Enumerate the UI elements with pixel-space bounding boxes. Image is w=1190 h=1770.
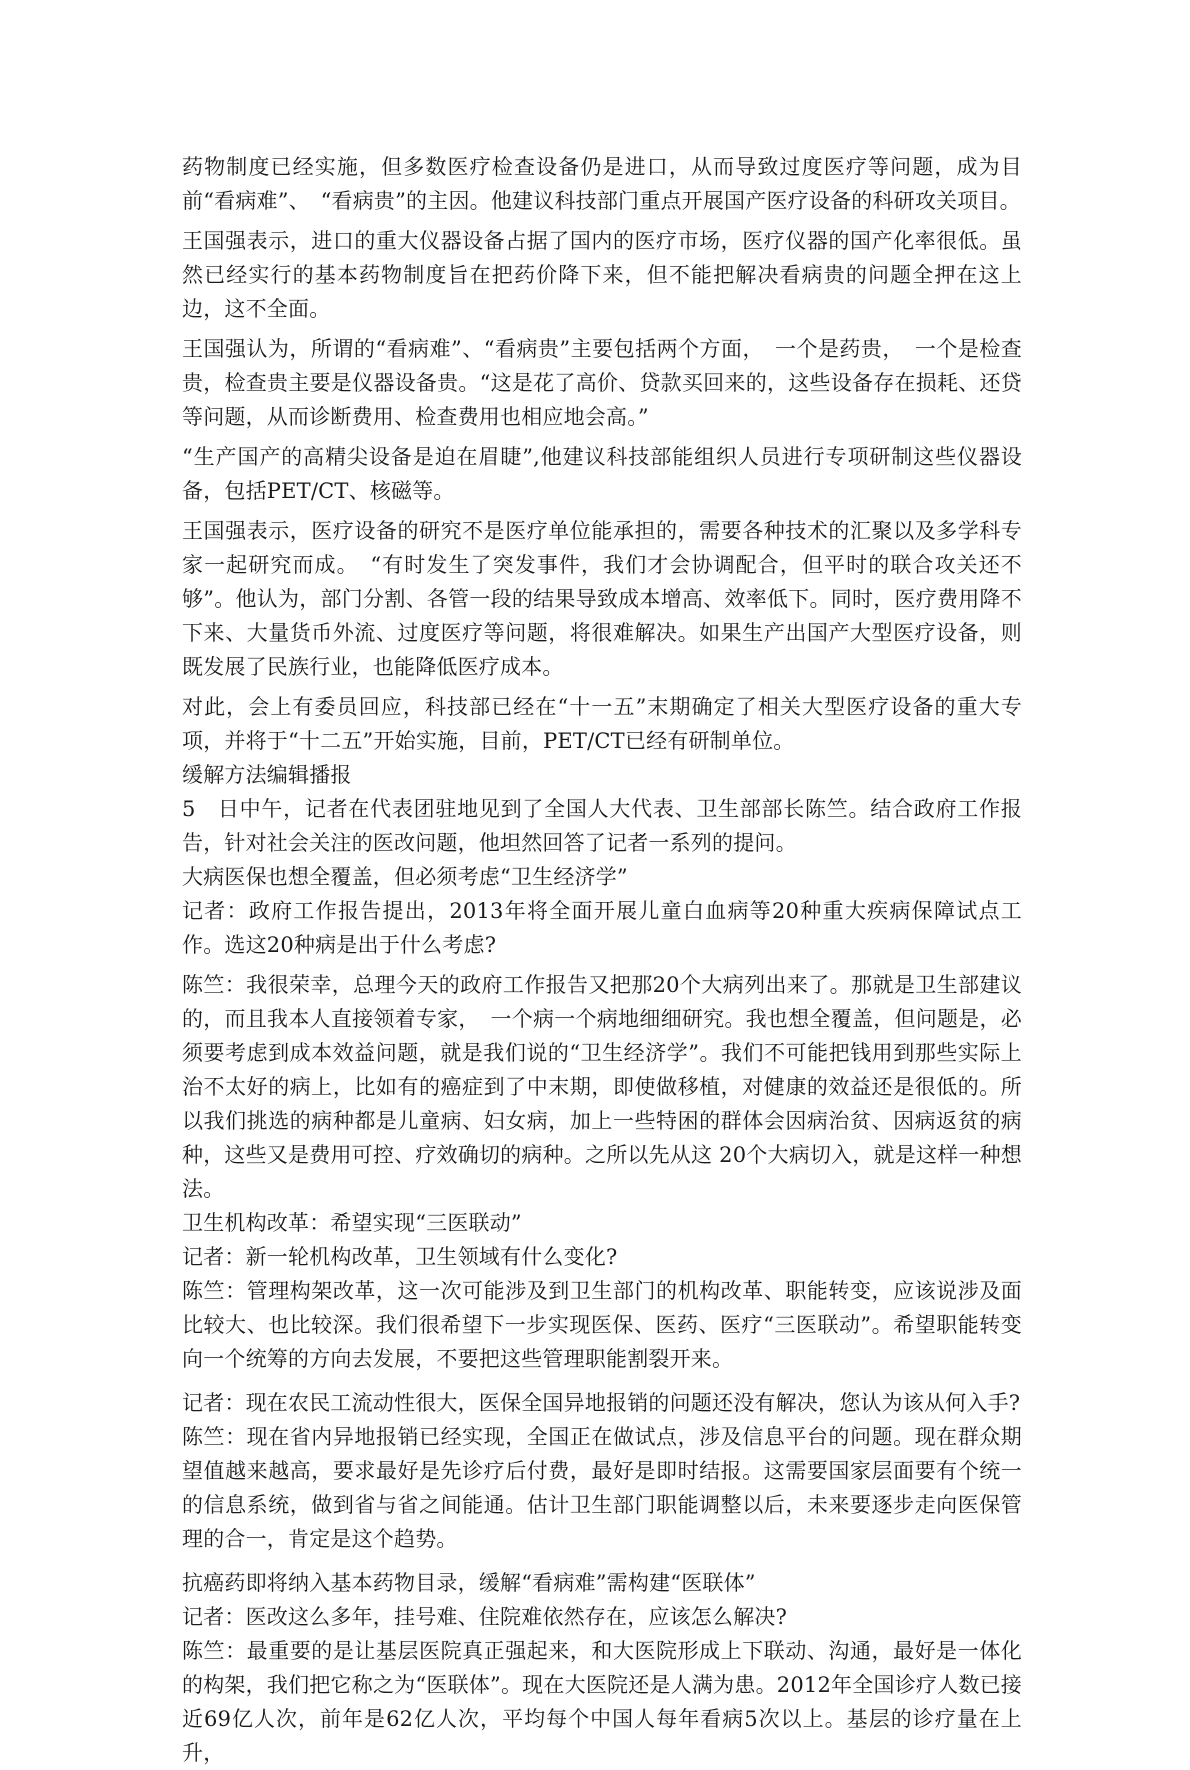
- answer-4: 陈竺：最重要的是让基层医院真正强起来，和大医院形成上下联动、沟通，最好是一体化的构架，我们把它称之为“医联体”。现在大医院还是人满为患。2012年全国诊疗人数已接近69亿人次，前年是62亿人次，平均每个中国人每年看病5次以上。基层的诊疗量在上升，: [182, 1639, 1022, 1765]
- question-2: 记者：新一轮机构改革，卫生领域有什么变化?: [182, 1245, 618, 1269]
- subheading-insurance: 大病医保也想全覆盖，但必须考虑“卫生经济学”: [182, 865, 628, 889]
- paragraph-6: 对此，会上有委员回应，科技部已经在“十一五”末期确定了相关大型医疗设备的重大专项，并将于“十二五”开始实施，目前，PET/CT已经有研制单位。: [182, 695, 1022, 753]
- paragraph-4: “生产国产的高精尖设备是迫在眉睫”,他建议科技部能组织人员进行专项研制这些仪器设备，包括PET/CT、核磁等。: [182, 445, 1022, 503]
- paragraph-5: 王国强表示，医疗设备的研究不是医疗单位能承担的，需要各种技术的汇聚以及多学科专家一起研究而成。 “有时发生了突发事件，我们才会协调配合，但平时的联合攻关还不够”。他认为，部门分割、各管一段的结果导致成本增高、效率低下。同时，医疗费用降不下来、大量货币外流、过度医疗等问题，将很难解决。如果生产出国产大型医疗设备，则既发展了民族行业，也能降低医疗成本。: [182, 519, 1022, 679]
- answer-3: 陈竺：现在省内异地报销已经实现，全国正在做试点，涉及信息平台的问题。现在群众期望值越来越高，要求最好是先诊疗后付费，最好是即时结报。这需要国家层面要有个统一的信息系统，做到省与省之间能通。估计卫生部门职能调整以后，未来要逐步走向医保管理的合一，肯定是这个趋势。: [182, 1425, 1022, 1551]
- answer-1: 陈竺：我很荣幸，总理今天的政府工作报告又把那20个大病列出来了。那就是卫生部建议的，而且我本人直接领着专家， 一个病一个病地细细研究。我也想全覆盖，但问题是，必须要考虑到成本效益问题，就是我们说的“卫生经济学”。我们不可能把钱用到那些实际上治不太好的病上，比如有的癌症到了中末期，即使做移植，对健康的效益还是很低的。所以我们挑选的病种都是儿童病、妇女病，加上一些特困的群体会因病治贫、因病返贫的病种，这些又是费用可控、疗效确切的病种。之所以先从这 20个大病切入，就是这样一种想法。: [182, 973, 1022, 1201]
- section-heading-mitigation: 缓解方法编辑播报: [182, 763, 352, 787]
- subheading-anticancer: 抗癌药即将纳入基本药物目录，缓解“看病难”需构建“医联体”: [182, 1571, 756, 1595]
- paragraph-1: 药物制度已经实施，但多数医疗检查设备仍是进口，从而导致过度医疗等问题，成为目前“看病难”、 “看病贵”的主因。他建议科技部门重点开展国产医疗设备的科研攻关项目。: [182, 155, 1022, 213]
- subheading-reform: 卫生机构改革：希望实现“三医联动”: [182, 1211, 522, 1235]
- question-1: 记者：政府工作报告提出，2013年将全面开展儿童白血病等20种重大疾病保障试点工作。选这20种病是出于什么考虑?: [182, 899, 1022, 957]
- paragraph-intro-interview: 5 日中午，记者在代表团驻地见到了全国人大代表、卫生部部长陈竺。结合政府工作报告，针对社会关注的医改问题，他坦然回答了记者一系列的提问。: [182, 797, 1022, 855]
- paragraph-2: 王国强表示，进口的重大仪器设备占据了国内的医疗市场，医疗仪器的国产化率很低。虽然已经实行的基本药物制度旨在把药价降下来，但不能把解决看病贵的问题全押在这上边，这不全面。: [182, 229, 1022, 321]
- answer-2: 陈竺：管理构架改革，这一次可能涉及到卫生部门的机构改革、职能转变，应该说涉及面比较大、也比较深。我们很希望下一步实现医保、医药、医疗“三医联动”。希望职能转变向一个统筹的方向去发展，不要把这些管理职能割裂开来。: [182, 1279, 1022, 1371]
- article-body: [182, 150, 1022, 1770]
- question-4: 记者：医改这么多年，挂号难、住院难依然存在，应该怎么解决?: [182, 1605, 788, 1629]
- question-3: 记者：现在农民工流动性很大，医保全国异地报销的问题还没有解决，您认为该从何入手?: [182, 1391, 1021, 1415]
- paragraph-3: 王国强认为，所谓的“看病难”、“看病贵”主要包括两个方面， 一个是药贵， 一个是检查贵，检查贵主要是仪器设备贵。“这是花了高价、贷款买回来的，这些设备存在损耗、还贷等问题，从而诊断费用、检查费用也相应地会高。”: [182, 337, 1022, 429]
